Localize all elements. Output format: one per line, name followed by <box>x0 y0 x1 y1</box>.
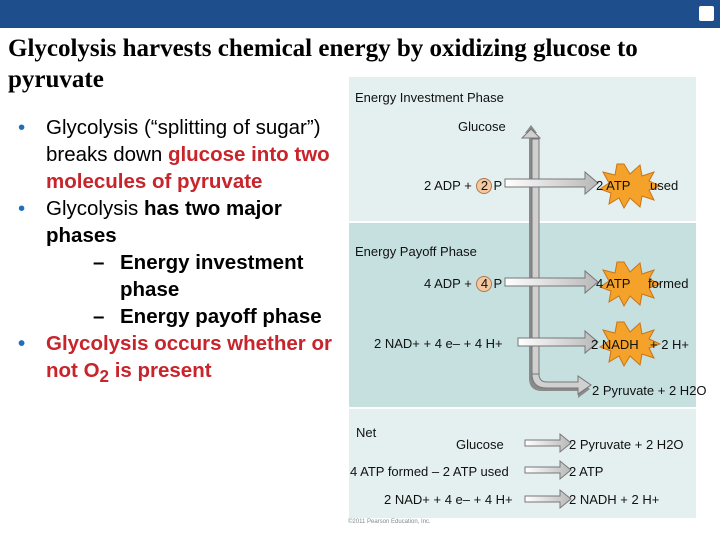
bullet-1-text: Glycolysis (“splitting of sugar”) breaks down <box>46 116 321 166</box>
sub-bullet-payoff <box>18 303 333 330</box>
adp-investment-label <box>424 178 502 194</box>
formed-label: formed <box>648 276 689 291</box>
net-pyruvate-label: 2 Pyruvate + 2 H2O <box>569 437 684 452</box>
bullet-3 <box>18 330 333 390</box>
pyruvate-label: 2 Pyruvate + 2 H2O <box>592 383 707 398</box>
bullet-3-end: is present <box>109 359 212 382</box>
bullet-1 <box>18 114 333 195</box>
net-glucose-label: Glucose <box>456 437 504 452</box>
bullet-dot-icon: • <box>18 116 26 139</box>
bullet-dot-icon: • <box>18 332 26 355</box>
nadh-label: 2 NADH <box>591 337 639 352</box>
window-icon <box>699 6 714 21</box>
header-bar <box>0 0 720 28</box>
atp-used-label: 2 ATP <box>596 178 631 193</box>
bullet-2-text: Glycolysis <box>46 197 144 220</box>
bullet-dot-icon: • <box>18 197 26 220</box>
dash-icon: – <box>93 305 105 328</box>
adp-payoff-text: 4 ADP + <box>424 276 476 291</box>
adp-investment-text: 2 ADP + <box>424 178 476 193</box>
nadh-h-label: + 2 H+ <box>650 337 690 352</box>
atp-formed-label: 4 ATP <box>596 276 631 291</box>
bullet-2 <box>18 195 333 249</box>
used-label: used <box>650 178 679 193</box>
sub-bullet-payoff-text: Energy payoff phase <box>120 305 322 328</box>
phosphate-label: P <box>493 276 503 291</box>
bullet-1-highlight: glucose into two molecules of pyruvate <box>46 143 330 193</box>
phosphate-label: P <box>493 178 503 193</box>
bullet-3-subscript: 2 <box>99 367 110 387</box>
dash-icon: – <box>93 251 105 274</box>
bullet-2-bold: has two major phases <box>46 197 282 247</box>
adp-payoff-label <box>424 276 502 292</box>
slide-title: Glycolysis harvests chemical energy by oxidizing glucose to pyruvate <box>8 35 638 93</box>
phosphate-count-icon: 4 <box>476 276 492 292</box>
nad-label: 2 NAD+ + 4 e– + 4 H+ <box>374 336 503 351</box>
bullet-3-text: Glycolysis occurs whether or not O <box>46 332 332 382</box>
sub-bullet-investment <box>18 249 333 303</box>
copyright-note: ©2011 Pearson Education, Inc. <box>348 519 431 525</box>
sub-bullet-investment-text: Energy investment phase <box>120 251 304 301</box>
payoff-phase-label: Energy Payoff Phase <box>355 244 477 259</box>
net-atp-result: 2 ATP <box>569 464 604 479</box>
bullet-list <box>18 114 333 390</box>
investment-phase-label: Energy Investment Phase <box>355 90 504 105</box>
net-nad-equation: 2 NAD+ + 4 e– + 4 H+ <box>384 492 513 507</box>
glycolysis-diagram <box>340 76 720 536</box>
phosphate-count-icon: 2 <box>476 178 492 194</box>
glucose-label: Glucose <box>458 119 506 134</box>
net-label: Net <box>356 425 377 440</box>
net-atp-equation: 4 ATP formed – 2 ATP used <box>350 464 509 479</box>
net-nadh-result: 2 NADH + 2 H+ <box>569 492 660 507</box>
